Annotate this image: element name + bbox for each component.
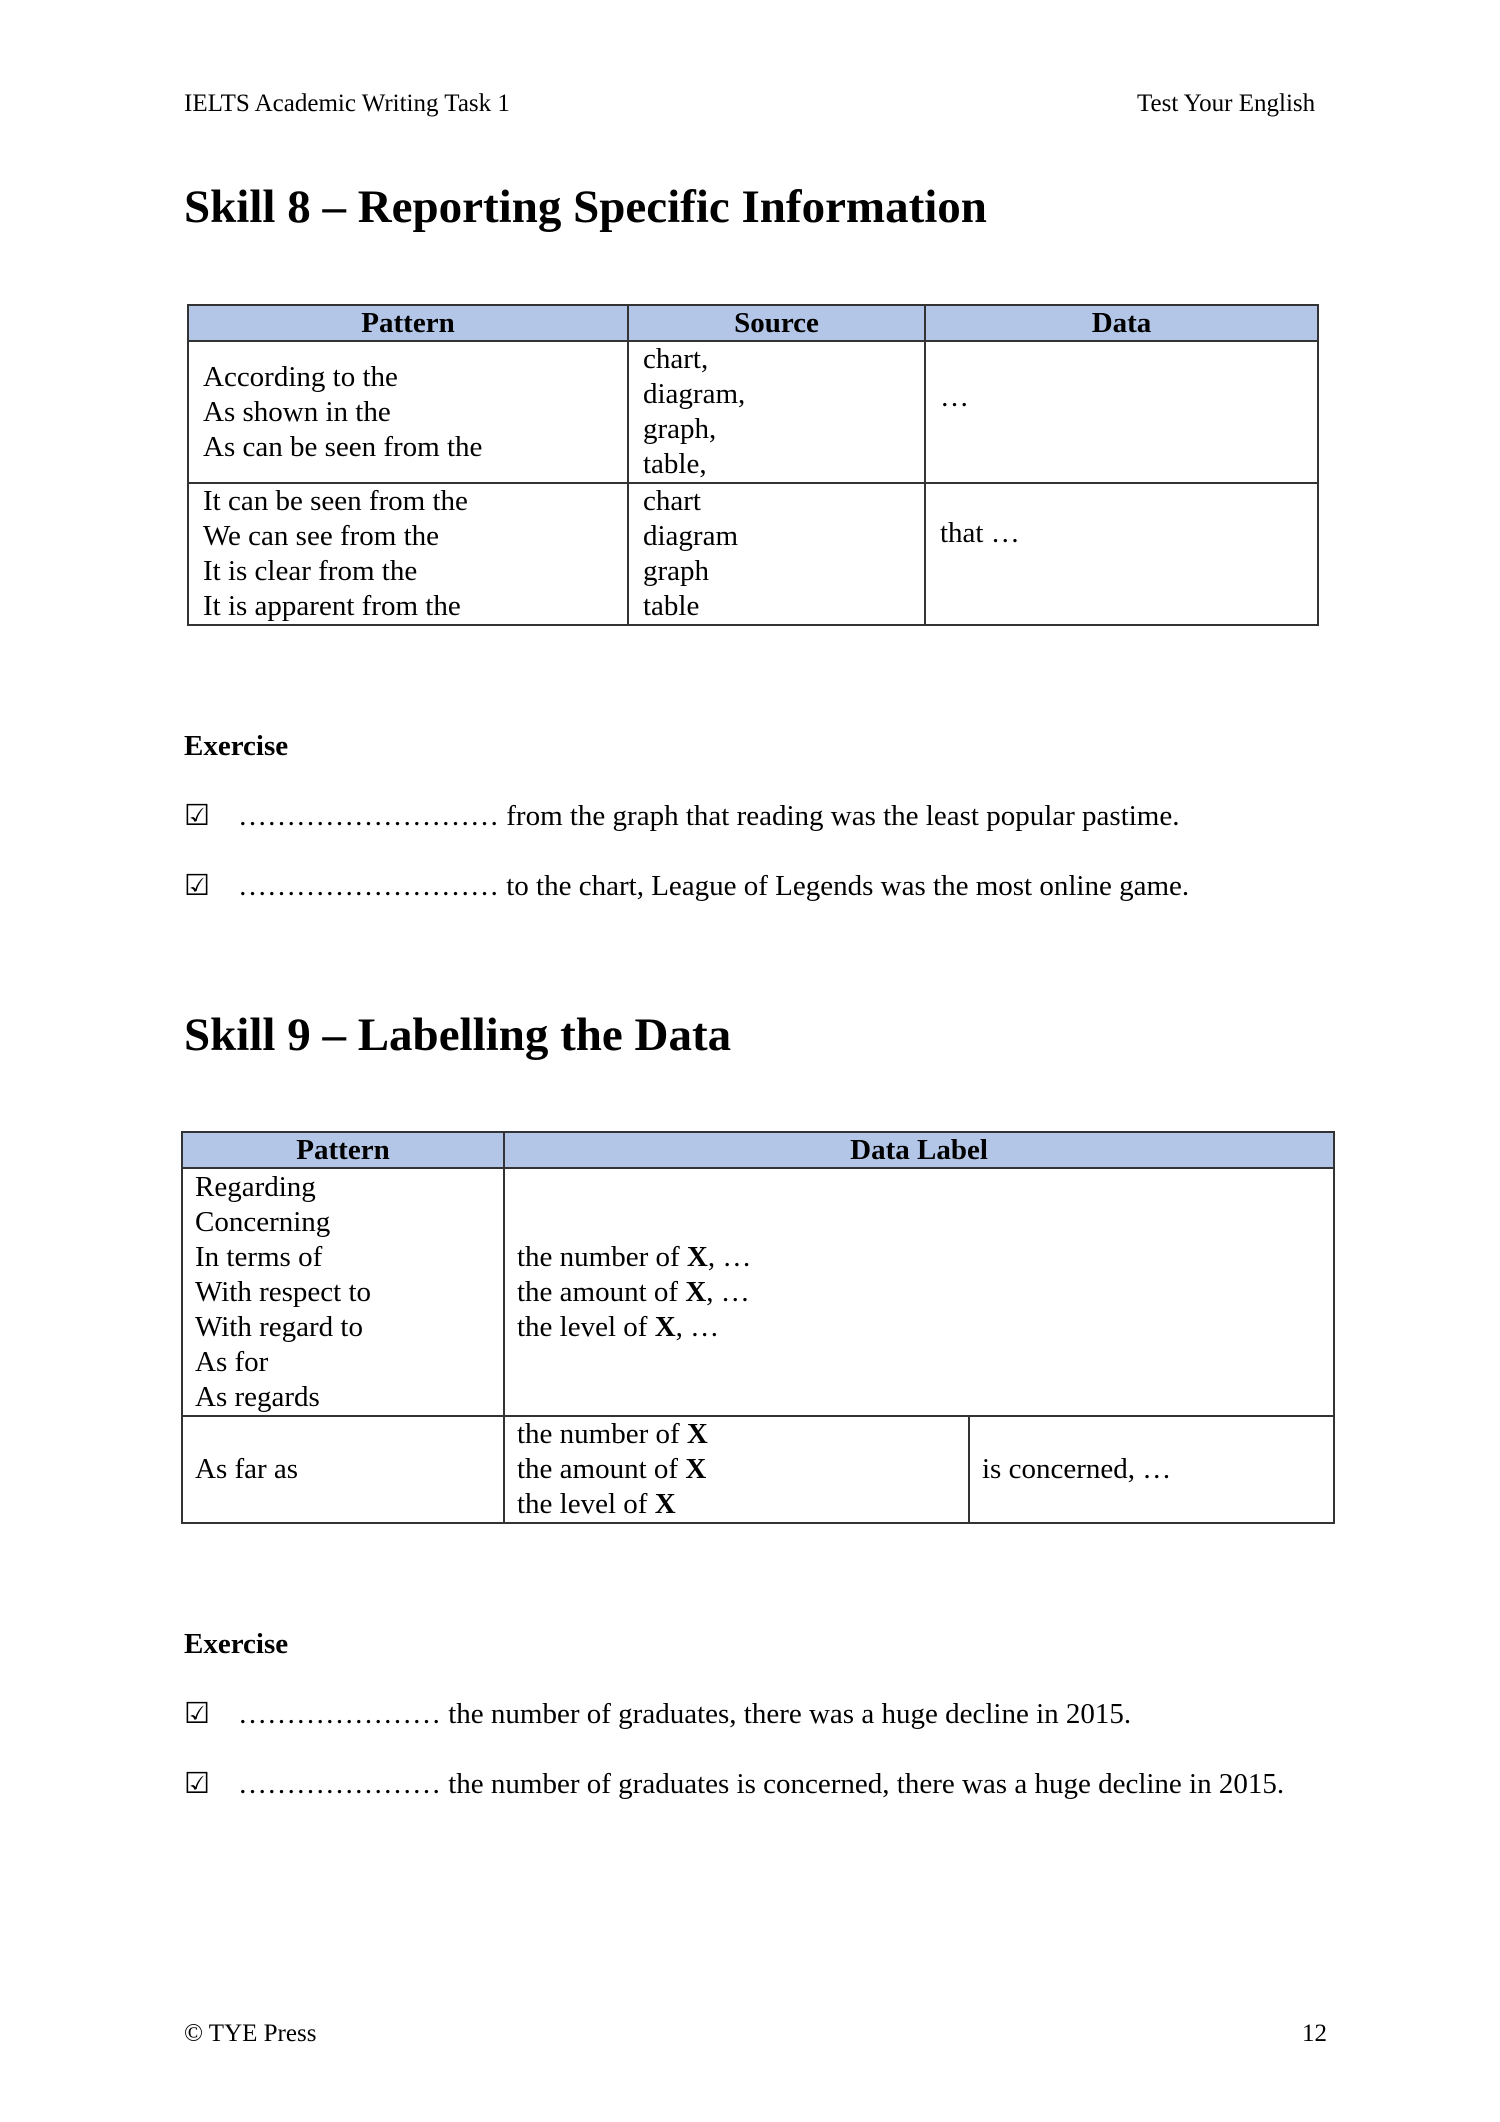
skill9-table — [181, 1131, 1335, 1524]
header-source: Source — [628, 305, 925, 341]
blank: ………………… — [238, 1698, 441, 1730]
exercise-text: the number of graduates is concerned, there was a huge decline in 2015. — [441, 1768, 1285, 1800]
label-line — [517, 1240, 1319, 1275]
label-text: the number of — [517, 1240, 687, 1273]
table-header-row — [182, 1132, 1334, 1168]
label-text: the level of — [517, 1310, 655, 1343]
data-text: that … — [940, 517, 1020, 549]
pattern-text: As far as — [195, 1453, 299, 1485]
source-line: diagram, — [643, 378, 746, 410]
pattern-line: As shown in the — [203, 395, 391, 428]
pattern-cell — [182, 1416, 504, 1523]
label-line — [517, 1417, 954, 1452]
pattern-cell — [188, 483, 628, 625]
label-x: X — [685, 1453, 707, 1485]
source-line: table, — [643, 448, 707, 480]
footer-copyright: © TYE Press — [184, 2020, 317, 2047]
label-x: X — [654, 1310, 676, 1343]
pattern-line: We can see from the — [203, 520, 439, 552]
checkbox-checked-icon: ☑ — [184, 1698, 210, 1730]
skill9-title: Skill 9 – Labelling the Data — [184, 1009, 732, 1061]
table-row — [188, 341, 1318, 483]
blank: ……………………… — [238, 870, 499, 902]
running-header-left: IELTS Academic Writing Task 1 — [184, 90, 510, 117]
label-text: the number of — [517, 1418, 687, 1450]
blank: ……………………… — [238, 800, 499, 832]
skill8-table — [187, 304, 1319, 626]
pattern-line: It can be seen from the — [203, 485, 468, 517]
pattern-line: In terms of — [195, 1240, 323, 1273]
exercise-text: the number of graduates, there was a huge decline in 2015. — [441, 1698, 1132, 1730]
checkbox-checked-icon: ☑ — [184, 800, 210, 832]
pattern-line: Concerning — [195, 1205, 331, 1238]
header-pattern: Pattern — [182, 1132, 504, 1168]
source-line: chart, — [643, 343, 709, 375]
label-x: X — [686, 1240, 708, 1273]
table-header-row — [188, 305, 1318, 341]
exercise-text: to the chart, League of Legends was the most online game. — [499, 870, 1190, 902]
page-number: 12 — [1302, 2020, 1327, 2047]
pattern-line: As for — [195, 1345, 269, 1378]
label-line — [517, 1275, 1319, 1310]
checkbox-checked-icon: ☑ — [184, 1768, 210, 1800]
source-line: graph — [643, 555, 710, 587]
pattern-line: Regarding — [195, 1170, 316, 1203]
label-text: the amount of — [517, 1453, 686, 1485]
exercise-text: from the graph that reading was the least popular pastime. — [499, 800, 1180, 832]
data-label-cell — [504, 1416, 969, 1523]
data-cell — [925, 341, 1318, 483]
source-line: table — [643, 590, 700, 622]
label-x: X — [686, 1418, 708, 1450]
exercise-item — [184, 1766, 1284, 1801]
table-row — [188, 483, 1318, 625]
pattern-cell — [182, 1168, 504, 1416]
data-cell — [925, 483, 1318, 625]
skill8-title: Skill 8 – Reporting Specific Information — [184, 181, 987, 233]
header-pattern: Pattern — [188, 305, 628, 341]
pattern-line: With regard to — [195, 1310, 363, 1343]
source-cell — [628, 341, 925, 483]
exercise-item — [184, 798, 1179, 833]
suffix-text: is concerned, … — [982, 1453, 1172, 1485]
header-data: Data — [925, 305, 1318, 341]
pattern-line: As regards — [195, 1380, 320, 1413]
table-row — [182, 1168, 1334, 1416]
pattern-cell — [188, 341, 628, 483]
pattern-line: With respect to — [195, 1275, 371, 1308]
suffix-cell — [969, 1416, 1334, 1523]
label-x: X — [685, 1275, 707, 1308]
label-x: X — [654, 1488, 676, 1520]
source-line: diagram — [643, 520, 739, 552]
pattern-line: As can be seen from the — [203, 430, 483, 463]
pattern-line: According to the — [203, 360, 398, 393]
data-label-cell — [504, 1168, 1334, 1416]
label-line — [517, 1310, 1319, 1345]
label-suffix: , … — [675, 1310, 720, 1343]
data-text: … — [940, 381, 969, 413]
header-data-label: Data Label — [504, 1132, 1334, 1168]
checkbox-checked-icon: ☑ — [184, 870, 210, 902]
label-line — [517, 1452, 954, 1487]
label-text: the amount of — [517, 1275, 686, 1308]
source-line: chart — [643, 485, 701, 517]
label-suffix: , … — [706, 1275, 750, 1308]
pattern-line: It is apparent from the — [203, 590, 461, 622]
label-line — [517, 1487, 954, 1522]
source-line: graph, — [643, 413, 717, 445]
table-row — [182, 1416, 1334, 1523]
pattern-line: It is clear from the — [203, 555, 418, 587]
exercise-title: Exercise — [184, 730, 289, 762]
source-cell — [628, 483, 925, 625]
exercise-item — [184, 868, 1189, 903]
label-text: the level of — [517, 1488, 655, 1520]
exercise-title: Exercise — [184, 1628, 289, 1660]
blank: ………………… — [238, 1768, 441, 1800]
exercise-item — [184, 1696, 1131, 1731]
label-suffix: , … — [707, 1240, 752, 1273]
running-header-right: Test Your English — [1137, 90, 1316, 117]
